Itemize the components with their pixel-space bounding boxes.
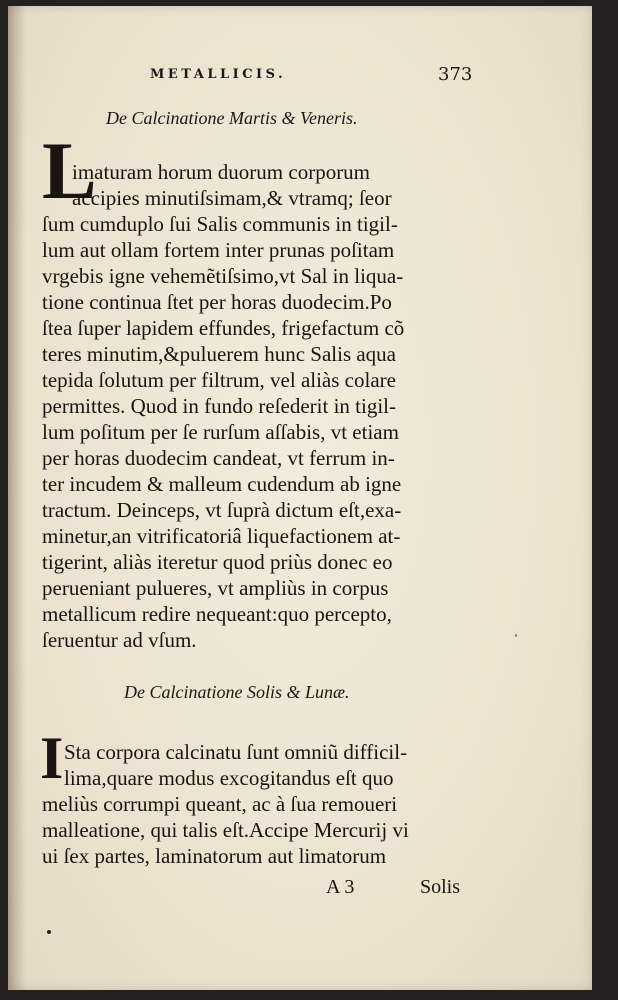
text-line: tigerint, aliàs iteretur quod priùs donec eo	[42, 550, 393, 574]
text-line: accipies minutiſsimam,& vtramq; ſeor	[72, 186, 392, 210]
text-line: imaturam horum duorum corporum	[72, 160, 371, 184]
text-line: lima,quare modus excogitandus eſt quo	[64, 766, 394, 790]
text-line: tractum. Deinceps, vt ſuprà dictum eſt,exa-	[42, 498, 402, 522]
text-line: teres minutim,&puluerem hunc Salis aqua	[42, 342, 397, 366]
signature-mark: A 3	[326, 876, 355, 898]
text-line: ſum cumduplo ſui Salis communis in tigil-	[42, 212, 398, 236]
text-line: ſeruentur ad vſum.	[42, 628, 197, 652]
drop-cap-I: I	[40, 725, 64, 791]
catchword: Solis	[420, 876, 461, 898]
text-line: permittes. Quod in fundo reſederit in tigil-	[42, 394, 397, 418]
text-line: malleatione, qui talis eſt.Accipe Mercurij vi	[42, 818, 409, 842]
running-title: METALLICIS.	[150, 67, 287, 82]
text-line: metallicum redire nequeant:quo percepto,	[42, 602, 392, 626]
text-line: tione continua ſtet per horas duodecim.Po	[42, 290, 392, 314]
section-heading-2-text: De Calcinatione Solis & Lunæ.	[124, 682, 350, 702]
running-head	[8, 64, 592, 87]
text-line: per horas duodecim candeat, vt ferrum in-	[42, 446, 395, 470]
text-line: minetur,an vitrificatoriâ liquefactionem at-	[42, 524, 401, 548]
book-page	[8, 6, 592, 990]
text-line: Sta corpora calcinatu ſunt omniũ difficil-	[64, 740, 408, 764]
page-footer	[8, 876, 592, 902]
text-line: lum aut ollam fortem inter prunas poſitam	[42, 238, 395, 262]
text-line: ter incudem & malleum cudendum ab igne	[42, 472, 402, 496]
text-line: lum poſitum per ſe rurſum aſſabis, vt etiam	[42, 420, 399, 444]
text-line: tepida ſolutum per filtrum, vel aliàs colare	[42, 368, 396, 392]
text-line: vrgebis igne vehemẽtiſsimo,vt Sal in liqua-	[42, 264, 404, 288]
ink-speck	[515, 634, 517, 637]
section-heading-1-text: De Calcinatione Martis & Veneris.	[106, 108, 358, 128]
text-line: meliùs corrumpi queant, ac à ſua remoueri	[42, 792, 398, 816]
ink-speck	[47, 930, 51, 934]
drop-cap-L: L	[42, 125, 97, 216]
page-number: 373	[438, 64, 473, 85]
text-line: ſtea ſuper lapidem effundes, frigefactum cõ	[42, 316, 405, 340]
spine-shadow	[8, 6, 26, 990]
text-line: ui ſex partes, laminatorum aut limatorum	[42, 844, 387, 868]
section-heading-2	[8, 682, 592, 706]
text-line: perueniant pulueres, vt ampliùs in corpus	[42, 576, 389, 600]
